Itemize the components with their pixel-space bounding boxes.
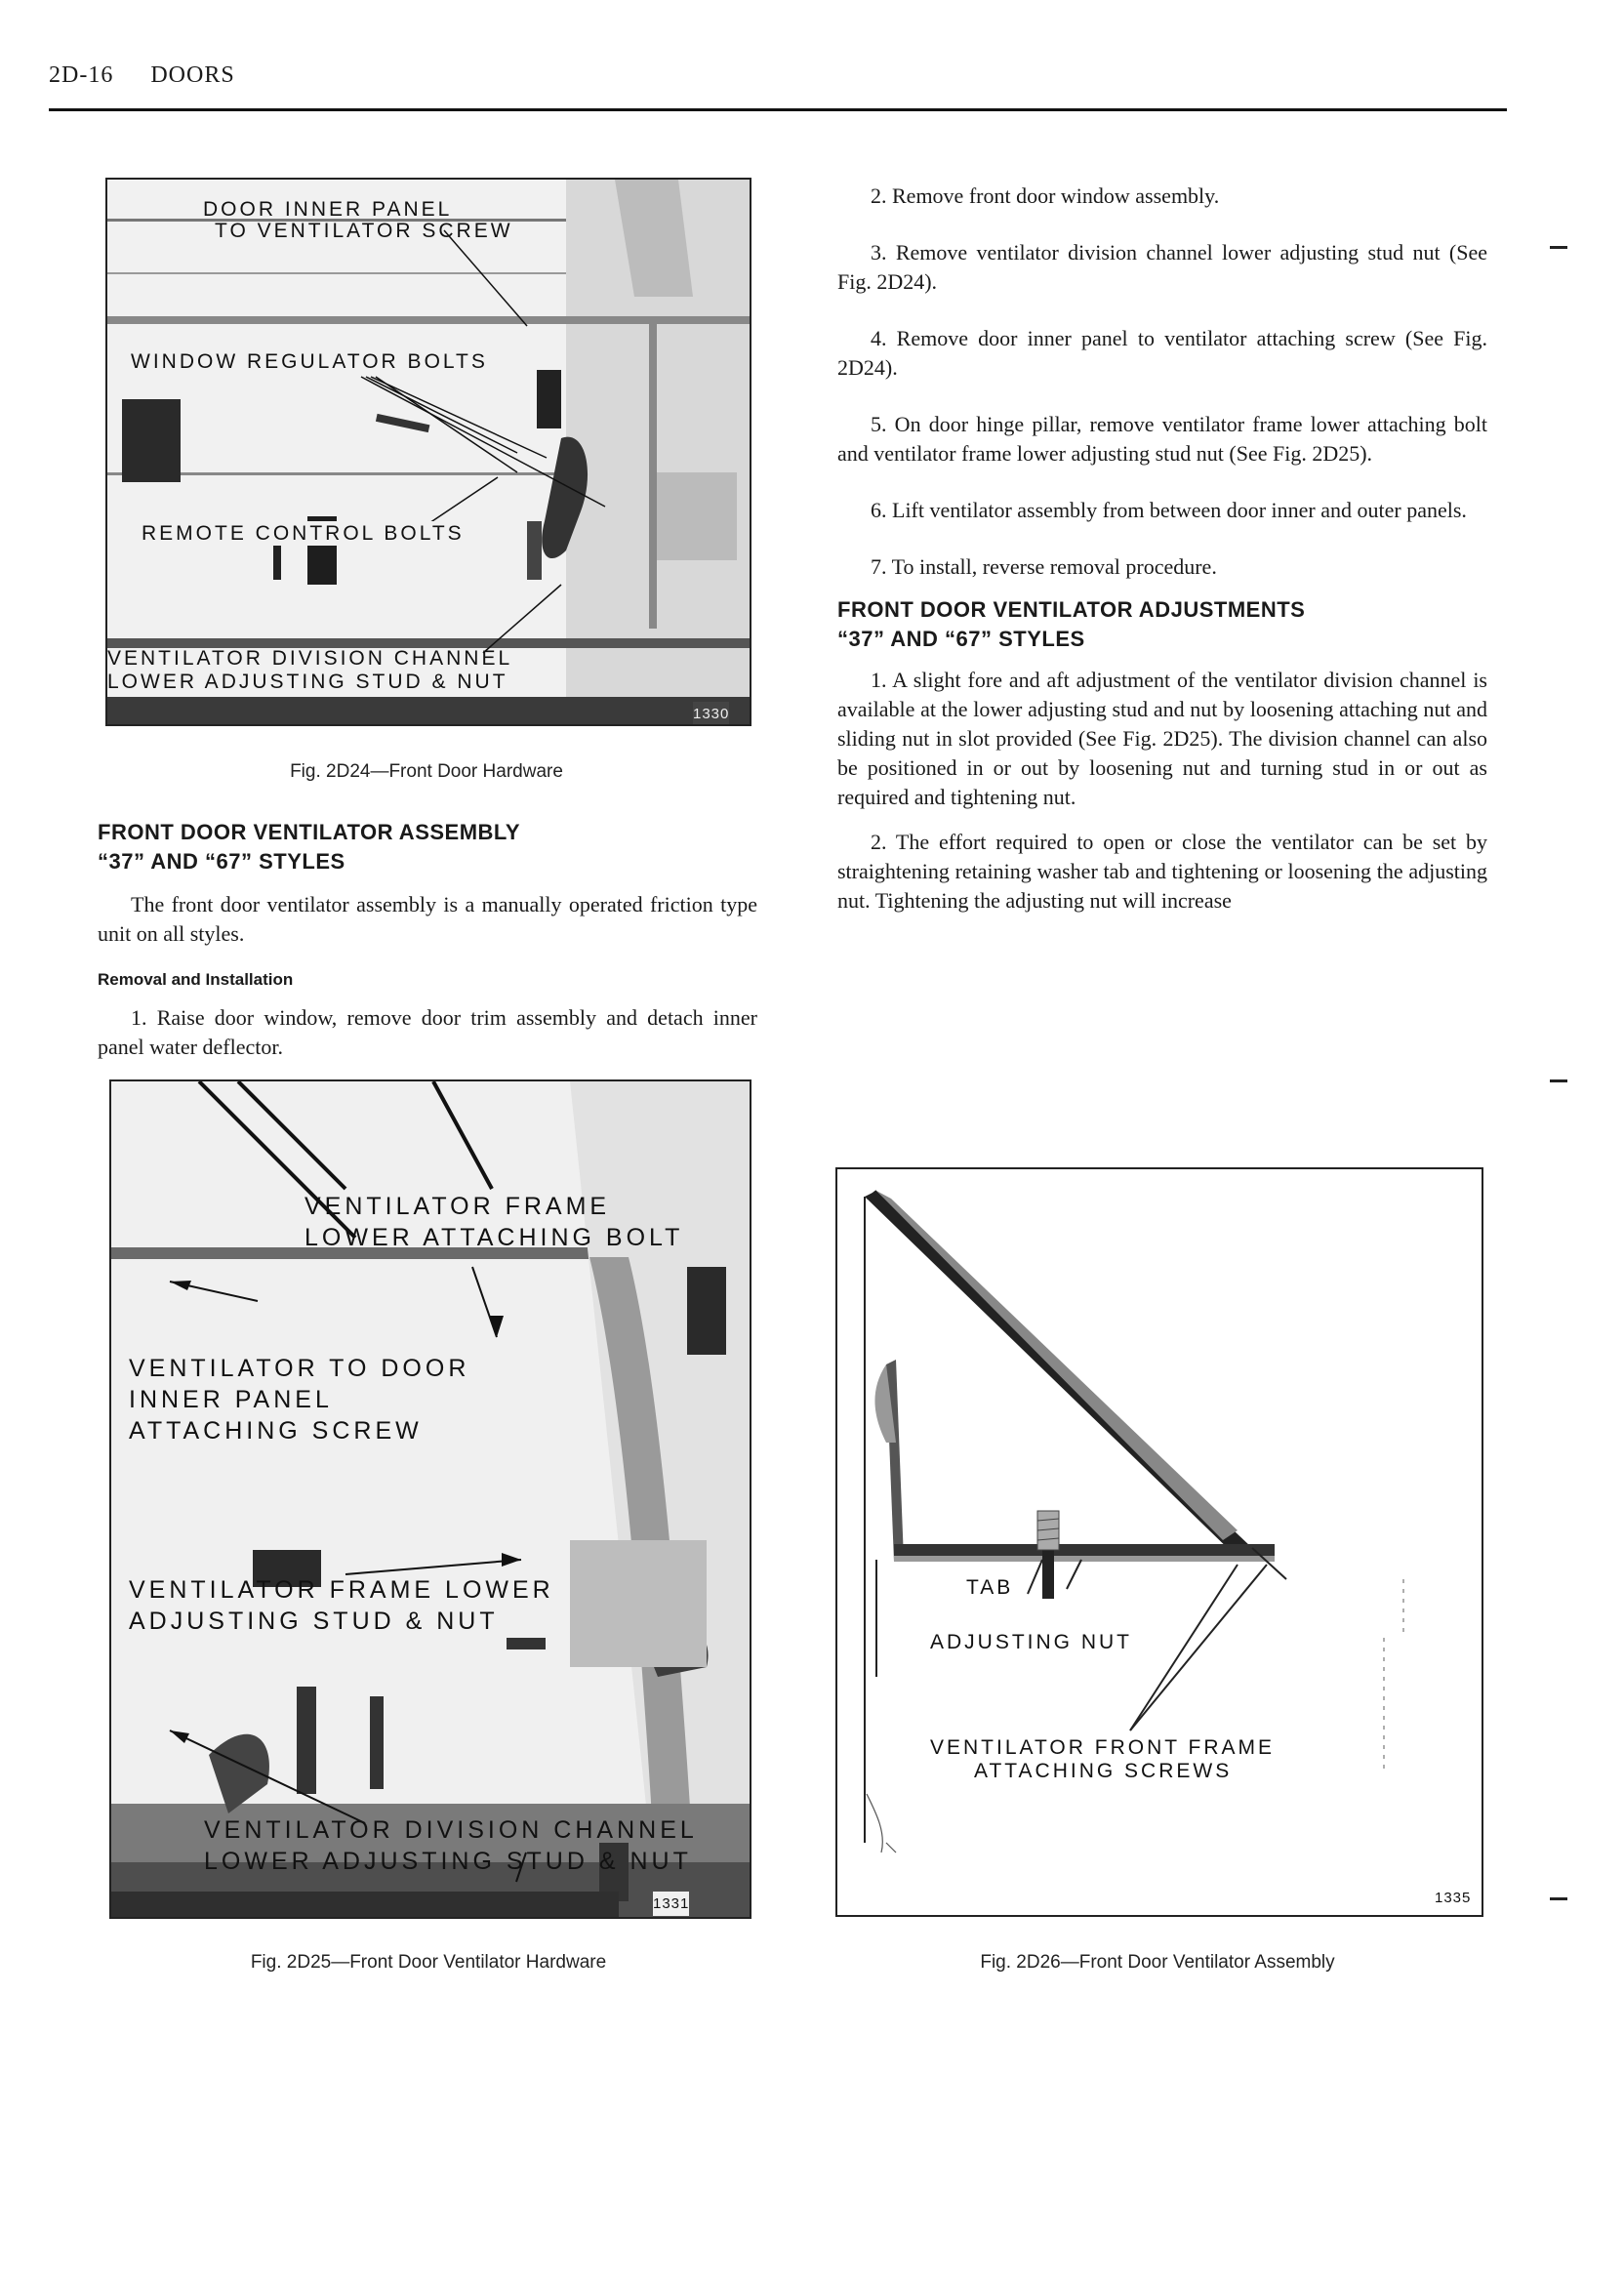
figure-number: 1331 <box>653 1892 689 1916</box>
step-6: 6. Lift ventilator assembly from between door inner and outer panels. <box>871 498 1467 522</box>
step-5: 5. On door hinge pillar, remove ventilator frame lower attaching bolt and ventilator frame lower adjusting stud nut (See Fig. 2D25). <box>837 412 1487 466</box>
label-inner-panel-2: TO VENTILATOR SCREW <box>215 220 513 242</box>
figure-2d25 <box>109 1079 751 1919</box>
caption-2d25: Fig. 2D25—Front Door Ventilator Hardware <box>250 1952 607 1973</box>
figure-number: 1330 <box>693 702 729 726</box>
step-7: 7. To install, reverse removal procedure. <box>871 554 1217 579</box>
header-rule <box>49 108 1507 111</box>
heading-adjustments-styles: “37” AND “67” STYLES <box>837 627 1085 651</box>
figure-2d26 <box>835 1167 1483 1917</box>
label-division-channel: VENTILATOR DIVISION CHANNEL <box>107 647 513 670</box>
intro-paragraph: The front door ventilator assembly is a manually operated friction type unit on all styles. <box>98 892 757 946</box>
label-frame-bolt-2: LOWER ATTACHING BOLT <box>304 1224 684 1251</box>
label-adjusting-nut: ADJUSTING NUT <box>930 1631 1132 1653</box>
left-column-text <box>98 818 757 1062</box>
heading-ventilator-assembly: FRONT DOOR VENTILATOR ASSEMBLY <box>98 820 521 844</box>
page-number: 2D-16 <box>49 62 114 88</box>
margin-mark <box>1550 1897 1567 1900</box>
label-tab: TAB <box>966 1576 1014 1599</box>
step-3: 3. Remove ventilator division channel lower adjusting stud nut (See Fig. 2D24). <box>837 240 1487 294</box>
door-hardware-photo <box>107 180 750 724</box>
label-channel-stud: VENTILATOR DIVISION CHANNEL <box>204 1816 698 1844</box>
label-inner-panel: DOOR INNER PANEL <box>203 198 453 221</box>
step-4: 4. Remove door inner panel to ventilator attaching screw (See Fig. 2D24). <box>837 326 1487 380</box>
section-title: DOORS <box>150 62 235 88</box>
label-door-screw-2: INNER PANEL <box>129 1386 333 1413</box>
label-regulator-bolts: WINDOW REGULATOR BOLTS <box>131 350 488 373</box>
label-frame-stud-2: ADJUSTING STUD & NUT <box>129 1608 499 1635</box>
label-door-screw: VENTILATOR TO DOOR <box>129 1355 470 1382</box>
right-column-text <box>837 182 1487 916</box>
label-front-frame-screws-2: ATTACHING SCREWS <box>974 1760 1233 1782</box>
heading-adjustments: FRONT DOOR VENTILATOR ADJUSTMENTS <box>837 597 1306 622</box>
heading-styles: “37” AND “67” STYLES <box>98 849 345 874</box>
page-header <box>49 62 235 89</box>
margin-mark <box>1550 246 1567 249</box>
label-remote-bolts: REMOTE CONTROL BOLTS <box>142 522 465 545</box>
label-frame-stud: VENTILATOR FRAME LOWER <box>129 1576 554 1604</box>
label-channel-stud-2: LOWER ADJUSTING STUD & NUT <box>204 1848 692 1875</box>
ventilator-assembly-drawing <box>837 1169 1482 1915</box>
caption-2d24: Fig. 2D24—Front Door Hardware <box>290 761 563 782</box>
label-front-frame-screws: VENTILATOR FRONT FRAME <box>930 1736 1276 1759</box>
figure-2d24 <box>105 178 751 726</box>
label-door-screw-3: ATTACHING SCREW <box>129 1417 423 1445</box>
step-1: 1. Raise door window, remove door trim assembly and detach inner panel water deflector. <box>98 1005 757 1059</box>
subheading-removal: Removal and Installation <box>98 970 294 989</box>
label-frame-bolt: VENTILATOR FRAME <box>304 1193 611 1220</box>
caption-2d26: Fig. 2D26—Front Door Ventilator Assembly <box>980 1952 1335 1973</box>
label-division-channel-2: LOWER ADJUSTING STUD & NUT <box>107 671 508 693</box>
step-2: 2. Remove front door window assembly. <box>871 183 1220 208</box>
adjustment-2: 2. The effort required to open or close the ventilator can be set by straightening retaining washer tab and tightening or loosening the adjusting nut. Tightening the adjusting nut will increase <box>837 830 1487 913</box>
margin-mark <box>1550 1079 1567 1082</box>
adjustment-1: 1. A slight fore and aft adjustment of the ventilator division channel is available at the lower adjusting stud and nut by loosening attaching nut and sliding nut in slot provided (See Fig. 2D25). The division channel can also be positioned in or out by loosening nut and turning stud in or out as required and tightening nut. <box>837 668 1487 809</box>
figure-number: 1335 <box>1435 1890 1472 1906</box>
